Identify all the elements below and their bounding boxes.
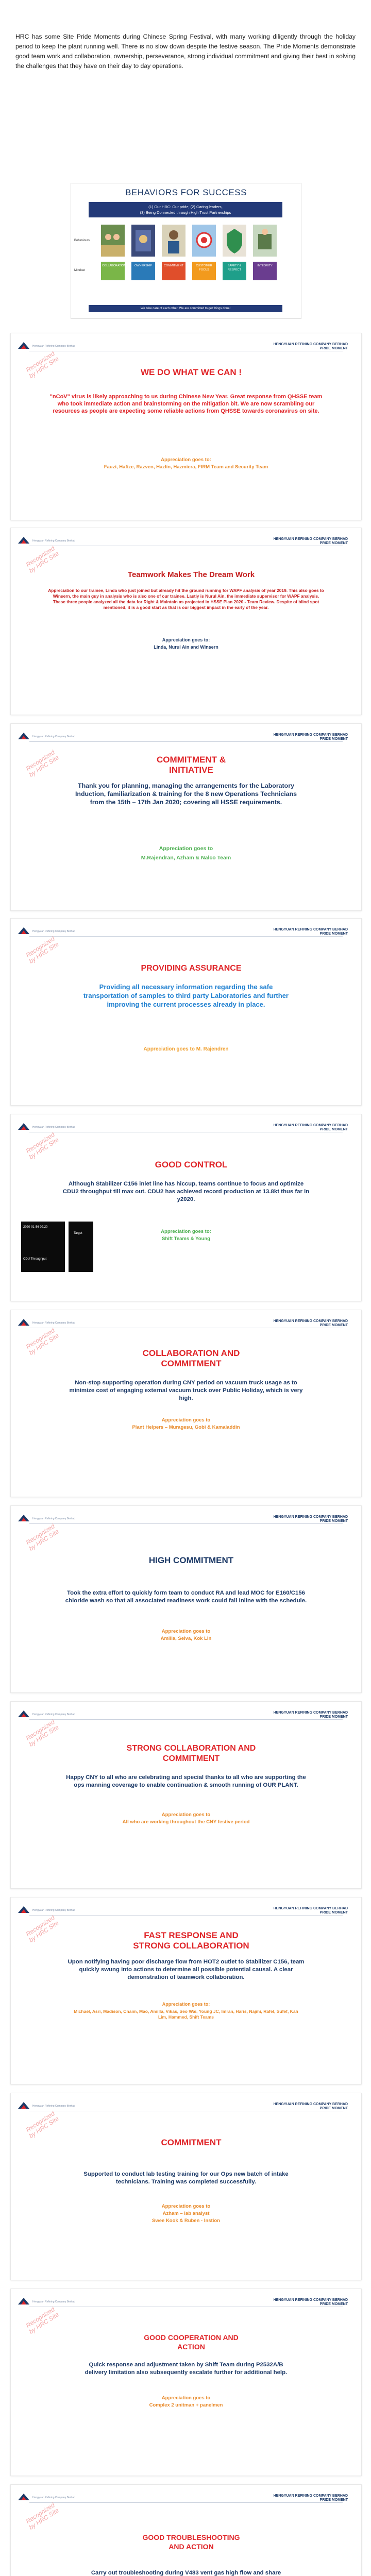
header-brand-line2: PRIDE MOMENT — [319, 2302, 348, 2306]
slide-body: Thank you for planning, managing the arrangements for the Laboratory Induction, familiarization & training for the 8 new Operations Technicians from the 15th – 17th Jan 2020; covering all HSSE requirements. — [75, 782, 297, 806]
company-logo-icon — [16, 731, 31, 741]
header-divider — [29, 1915, 343, 1916]
appreciation-label: Appreciation goes to: — [161, 457, 211, 463]
appreciation-names: Plant Helpers – Muragesu, Gobi & Kamaladdin — [132, 1425, 240, 1430]
tile-integrity: INTEGRITY — [253, 262, 277, 280]
header-company-small: Hengyuan Refining Company Berhad — [32, 735, 75, 738]
ownership-image — [131, 225, 155, 257]
slide-title-line1: STRONG COLLABORATION AND — [126, 1744, 256, 1753]
appreciation-label: Appreciation goes to — [161, 2395, 211, 2401]
company-logo-icon — [16, 2492, 31, 2502]
header-company-small: Hengyuan Refining Company Berhad — [32, 1517, 75, 1520]
recognition-stamp: Recognized by HRC Site — [24, 935, 60, 965]
appreciation-label: Appreciation goes to — [161, 1417, 211, 1423]
header-brand-line1: HENGYUAN REFINING COMPANY BERHAD — [273, 928, 348, 931]
appreciation-label: Appreciation goes to: — [162, 637, 210, 642]
slide-teamwork — [10, 528, 362, 715]
slide-title-line2: ACTION — [177, 2343, 205, 2351]
slide-title-line1: COLLABORATION AND — [142, 1348, 240, 1358]
appreciation-names: Shift Teams & Young — [162, 1236, 210, 1242]
header-brand — [274, 537, 348, 546]
slide-providing-assurance — [10, 918, 362, 1106]
company-logo-icon — [16, 926, 31, 936]
commitment-image — [162, 225, 185, 257]
header-company-small: Hengyuan Refining Company Berhad — [32, 345, 75, 348]
recognition-stamp: Recognized by HRC Site — [24, 2110, 60, 2140]
recognition-stamp: Recognized by HRC Site — [24, 545, 60, 574]
header-brand-line2: PRIDE MOMENT — [319, 1324, 348, 1327]
appreciation-names: Appreciation goes to M. Rajendren — [143, 1046, 229, 1052]
header-brand-line1: HENGYUAN REFINING COMPANY BERHAD — [273, 2494, 348, 2498]
header-brand-line1: HENGYUAN REFINING COMPANY BERHAD — [273, 343, 348, 346]
header-divider — [29, 741, 343, 742]
recognition-stamp: Recognized by HRC Site — [24, 2306, 60, 2335]
slide-body: Appreciation to our trainee, Linda who just joined but already hit the ground running for WAPF analysis of year 2019. This also goes to Winsern, the main guy in analysis who is also one of our trainee. Lastly is Nurul Ain, the immediate supervisor for WAPF analysis. These three people analyzed all the data for Right & Maintain as projected in HSSE Plan 2020 - Team Review. Despite of blind spot mentioned, it is a good start as that is our biggest impact in the early of the year. — [48, 588, 324, 610]
slide-body: Supported to conduct lab testing training for our Ops new batch of intake technicians. Training was completed successfully. — [83, 2171, 289, 2185]
header-brand — [274, 2103, 348, 2111]
header-brand-line1: HENGYUAN REFINING COMPANY BERHAD — [273, 537, 348, 541]
header-company-small: Hengyuan Refining Company Berhad — [32, 2496, 75, 2499]
appreciation-label: Appreciation goes to — [161, 1812, 211, 1818]
recognition-stamp: Recognized by HRC Site — [24, 1914, 60, 1944]
header-brand-line1: HENGYUAN REFINING COMPANY BERHAD — [273, 1515, 348, 1519]
company-logo-icon — [16, 2100, 31, 2111]
slide-body: Although Stabilizer C156 inlet line has hiccup, teams continue to focus and optimize CDU2 throughput till max out. CDU2 has achieved record production at 13.8kt thus far in y2020. — [62, 1181, 310, 1202]
appreciation-names: Amilla, Selva, Kok Lin — [160, 1636, 212, 1641]
slide-commitment-initiative — [10, 723, 362, 911]
header-company-small: Hengyuan Refining Company Berhad — [32, 539, 75, 543]
slide-title-line2: STRONG COLLABORATION — [133, 1941, 249, 1951]
company-logo-icon — [16, 1513, 31, 1523]
customer-focus-image — [192, 225, 216, 257]
tile-customer-focus: CUSTOMER FOCUS — [192, 262, 216, 280]
tile-collaboration: COLLABORATION — [101, 262, 125, 280]
tile-safety-respect: SAFETY & RESPECT — [223, 262, 246, 280]
slide-good-cooperation — [10, 2289, 362, 2476]
appreciation-names: Fauzi, Hafize, Razven, Hazlin, Hazmiera, FIRM Team and Security Team — [104, 464, 268, 470]
dcs-throughput-label: CDU Throughput — [23, 1258, 47, 1261]
recognition-stamp: Recognized by HRC Site — [24, 1718, 60, 1748]
header-brand-line2: PRIDE MOMENT — [319, 2107, 348, 2110]
header-company-small: Hengyuan Refining Company Berhad — [32, 2105, 75, 2108]
recognition-stamp: Recognized by HRC Site — [24, 749, 60, 778]
header-brand-line1: HENGYUAN REFINING COMPANY BERHAD — [273, 2103, 348, 2106]
slide-strong-collaboration — [10, 1701, 362, 1889]
header-brand — [274, 2298, 348, 2307]
header-company-small: Hengyuan Refining Company Berhad — [32, 2300, 75, 2303]
header-brand-line1: HENGYUAN REFINING COMPANY BERHAD — [273, 1124, 348, 1127]
slide-title: PROVIDING ASSURANCE — [141, 964, 242, 973]
header-brand — [274, 1711, 348, 1719]
header-brand-line1: HENGYUAN REFINING COMPANY BERHAD — [273, 2298, 348, 2302]
appreciation-names: M.Rajendran, Azham & Nalco Team — [141, 855, 231, 861]
slide-title-line1: FAST RESPONSE AND — [144, 1930, 239, 1940]
header-company-small: Hengyuan Refining Company Berhad — [32, 1713, 75, 1716]
company-logo-icon — [16, 535, 31, 546]
recognition-stamp: Recognized by HRC Site — [24, 1131, 60, 1161]
slide-title: HIGH COMMITMENT — [148, 1555, 234, 1565]
company-logo-icon — [16, 1905, 31, 1915]
slide-body: Non-stop supporting operation during CNY period on vacuum truck usage as to minimize cost of engaging external vacuum truck over Public Holiday, which is very high. — [69, 1380, 303, 1401]
dcs-target-label: Target — [74, 1232, 82, 1235]
slide-title-line1: GOOD TROUBLESHOOTING — [142, 2533, 240, 2541]
slide-fast-response — [10, 1897, 362, 2084]
appreciation-names: Linda, Nurul Ain and Winsern — [154, 645, 218, 650]
appreciation-label: Appreciation goes to — [161, 1629, 211, 1634]
slide-title-line2: AND ACTION — [168, 2543, 214, 2551]
header-brand-line2: PRIDE MOMENT — [319, 1715, 348, 1719]
header-brand-line2: PRIDE MOMENT — [319, 2498, 348, 2502]
slide-title-line2: COMMITMENT — [162, 1754, 220, 1763]
header-brand-line1: HENGYUAN REFINING COMPANY BERHAD — [273, 1319, 348, 1323]
slide-body: "nCoV" virus is likely approaching to us during Chinese New Year. Great response from QHSSE team who took immediate action and brainstorming on the mitigation bit. We are now scrambling our resources as people are expecting some reliable actions from QHSSE towards coronavirus on site. — [49, 394, 323, 414]
behaviours-row-label: Behaviours — [74, 239, 90, 242]
header-brand-line2: PRIDE MOMENT — [319, 932, 348, 936]
header-brand — [274, 2494, 348, 2502]
header-brand-line2: PRIDE MOMENT — [319, 541, 348, 545]
slide-body: Providing all necessary information regarding the safe transportation of samples to third party Laboratories and further improving the current processes already in place. — [83, 983, 289, 1008]
header-brand-line1: HENGYUAN REFINING COMPANY BERHAD — [273, 733, 348, 737]
appreciation-names-line2: Swee Kook & Ruben - Instion — [152, 2218, 220, 2224]
slide-body: Carry out troubleshooting during V483 vent gas high flow and share — [91, 2570, 281, 2576]
slide-high-commitment — [10, 1505, 362, 1693]
slide-title-line1: COMMITMENT & — [156, 755, 226, 765]
header-brand-line1: HENGYUAN REFINING COMPANY BERHAD — [273, 1711, 348, 1715]
appreciation-names: Michael, Asri, Madison, Chaim, Mao, Amilla, Vikas, Seo Wai, Young JC, Imran, Haris, Najmi, Rafel, Sufef, Kah Lim, Hammed, Shift Teams — [74, 2009, 298, 2020]
slide-title-line2: INITIATIVE — [169, 765, 213, 775]
header-divider — [29, 1719, 343, 1720]
dcs-timestamp: 2020-01-56 02:20 — [23, 1226, 48, 1229]
header-divider — [29, 936, 343, 937]
header-brand — [274, 1124, 348, 1132]
slide-body: Quick response and adjustment taken by Shift Team during P2532A/B delivery limitation also subsequently escalate further for additional help. — [85, 2362, 288, 2376]
appreciation-label: Appreciation goes to — [161, 2204, 211, 2209]
slide-title-line1: GOOD COOPERATION AND — [144, 2333, 239, 2342]
recognition-stamp: Recognized by HRC Site — [24, 2501, 60, 2531]
header-brand-line2: PRIDE MOMENT — [319, 1128, 348, 1131]
integrity-image — [253, 225, 277, 257]
header-brand — [274, 1319, 348, 1328]
appreciation-names: All who are working throughout the CNY festive period — [122, 1819, 250, 1825]
company-logo-icon — [16, 341, 31, 351]
company-logo-icon — [16, 1317, 31, 1328]
company-logo-icon — [16, 1122, 31, 1132]
appreciation-label: Appreciation goes to — [159, 845, 213, 852]
slide-body: Upon notifying having poor discharge flow from HOT2 outlet to Stabilizer C156, team quickly swung into actions to determine all possible potential causal. A clear demonstration of teamwork collaboration. — [68, 1959, 305, 1980]
slide-commitment — [10, 2093, 362, 2280]
slide-collaboration-commitment — [10, 1310, 362, 1497]
header-company-small: Hengyuan Refining Company Berhad — [32, 930, 75, 933]
slide-title: WE DO WHAT WE CAN ! — [140, 367, 242, 377]
company-logo-icon — [16, 1709, 31, 1719]
header-brand-line2: PRIDE MOMENT — [319, 347, 348, 350]
slide-good-troubleshooting — [10, 2484, 362, 2576]
tile-commitment: COMMITMENT — [162, 262, 185, 280]
header-divider — [29, 2502, 343, 2503]
slide-title: COMMITMENT — [161, 2138, 222, 2147]
header-brand — [274, 928, 348, 936]
appreciation-names: Complex 2 unitman + panelmen — [149, 2402, 223, 2408]
header-brand-line2: PRIDE MOMENT — [319, 1911, 348, 1914]
intro-paragraph: HRC has some Site Pride Moments during Chinese Spring Festival, with many working diligently through the holiday period to keep the plant running well. There is no slow down despite the festive season. The Pride Moments demonstrate good team work and collaboration, ownership, perseverance, strong individual commitment and giving their best in solving the challenges that they have on their day to day operations. — [15, 33, 356, 70]
header-divider — [29, 1523, 343, 1524]
company-logo-icon — [16, 2296, 31, 2307]
header-company-small: Hengyuan Refining Company Berhad — [32, 1126, 75, 1129]
behaviors-banner — [89, 202, 282, 217]
mindset-row-label: Mindset — [74, 269, 86, 272]
tile-ownership: OWNERSHIP — [131, 262, 155, 280]
slide-body: Took the extra effort to quickly form team to conduct RA and lead MOC for E160/C156 chloride wash so that all associated readiness work could fall inline with the schedule. — [65, 1590, 307, 1604]
safety-respect-image — [223, 225, 246, 257]
behaviors-footer: We take care of each other. We are committed to get things done! — [89, 305, 282, 312]
behaviors-banner-line1: (1) Our HRC: Our pride, (2) Caring leaders, — [148, 205, 223, 209]
appreciation-label: Appreciation goes to: — [162, 2002, 210, 2007]
appreciation-label: Appreciation goes to: — [161, 1229, 211, 1234]
behaviors-title: BEHAVIORS FOR SUCCESS — [125, 188, 247, 197]
header-brand-line2: PRIDE MOMENT — [319, 737, 348, 741]
slide-good-control — [10, 1114, 362, 1301]
appreciation-names-line1: Azham – lab analyst — [162, 2211, 210, 2216]
recognition-stamp: Recognized by HRC Site — [24, 1327, 60, 1357]
behaviors-card — [71, 183, 301, 319]
header-brand — [274, 1515, 348, 1523]
slide-title: Teamwork Makes The Dream Work — [127, 570, 255, 579]
behaviors-banner-line2: (3) Being Connected through High Trust Partnerships — [140, 210, 231, 215]
slide-title-line2: COMMITMENT — [161, 1359, 222, 1368]
header-brand-line2: PRIDE MOMENT — [319, 1519, 348, 1523]
recognition-stamp: Recognized by HRC Site — [24, 350, 60, 380]
header-brand-line1: HENGYUAN REFINING COMPANY BERHAD — [273, 1907, 348, 1910]
slide-title: GOOD CONTROL — [155, 1160, 228, 1170]
header-company-small: Hengyuan Refining Company Berhad — [32, 1909, 75, 1912]
header-brand — [274, 1907, 348, 1915]
collaboration-image — [101, 225, 125, 257]
header-company-small: Hengyuan Refining Company Berhad — [32, 1321, 75, 1325]
slide-body: Happy CNY to all who are celebrating and special thanks to all who are supporting the ops manning coverage to enable continuation & smooth running of OUR PLANT. — [66, 1774, 306, 1788]
slide-we-do-what-we-can — [10, 333, 362, 520]
header-brand — [274, 733, 348, 741]
recognition-stamp: Recognized by HRC Site — [24, 1522, 60, 1552]
header-brand — [274, 343, 348, 351]
